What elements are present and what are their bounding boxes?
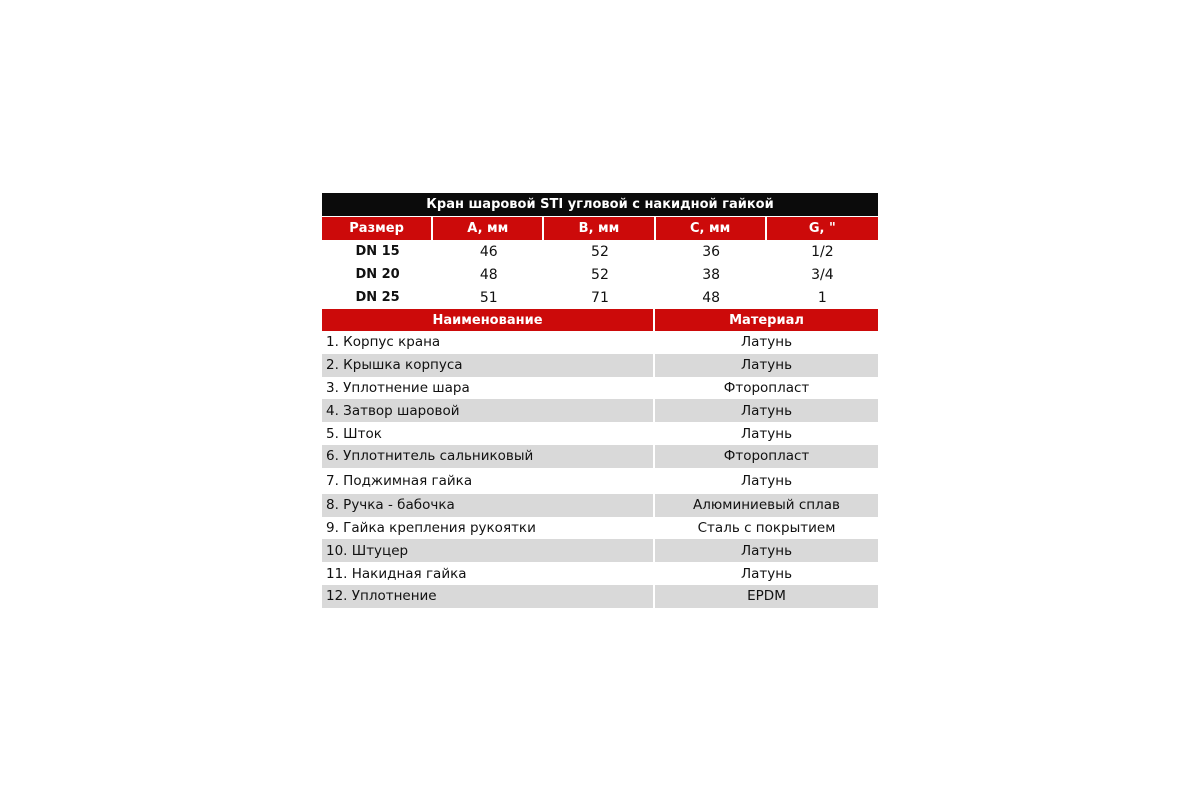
part-name: 8. Ручка - бабочка <box>322 494 655 517</box>
size-row <box>322 286 878 309</box>
g-cell: 1 <box>817 289 827 306</box>
size-row <box>322 263 878 286</box>
material-row <box>322 585 878 608</box>
g-cell: 3/4 <box>811 266 834 283</box>
materials-table-header <box>322 309 878 331</box>
c-cell: 48 <box>702 289 721 306</box>
a-cell: 51 <box>479 289 498 306</box>
header-name: Наименование <box>322 309 655 331</box>
material-row <box>322 445 878 468</box>
part-name: 6. Уплотнитель сальниковый <box>322 445 655 468</box>
material-row <box>322 539 878 562</box>
header-a: A, мм <box>433 217 544 240</box>
header-material: Материал <box>655 309 878 331</box>
header-size: Размер <box>322 217 433 240</box>
part-material: Фторопласт <box>723 379 810 396</box>
header-c: C, мм <box>656 217 767 240</box>
part-name: 7. Поджимная гайка <box>322 468 655 494</box>
b-cell: 52 <box>591 243 609 260</box>
part-name: 5. Шток <box>322 422 655 445</box>
material-row <box>322 377 878 400</box>
part-material: Латунь <box>740 565 793 582</box>
part-material: Латунь <box>655 399 878 422</box>
a-cell: 48 <box>479 266 498 283</box>
b-cell: 71 <box>591 289 609 306</box>
size-row <box>322 240 878 263</box>
material-row <box>322 517 878 540</box>
part-name: 4. Затвор шаровой <box>322 399 655 422</box>
part-name: 3. Уплотнение шара <box>322 377 655 400</box>
a-cell: 46 <box>479 243 498 260</box>
size-cell: DN 20 <box>355 267 400 282</box>
part-material: Латунь <box>655 354 878 377</box>
part-material: Латунь <box>740 334 793 351</box>
part-material: EPDM <box>655 585 878 608</box>
size-cell: DN 25 <box>355 290 400 305</box>
part-material: Латунь <box>740 472 793 489</box>
part-material: Латунь <box>740 425 793 442</box>
part-material: Алюминиевый сплав <box>655 494 878 517</box>
material-row <box>322 468 878 494</box>
c-cell: 38 <box>702 266 721 283</box>
part-name: 12. Уплотнение <box>322 585 655 608</box>
b-cell: 52 <box>591 266 609 283</box>
size-table-header <box>322 217 878 240</box>
g-cell: 1/2 <box>811 243 834 260</box>
material-row <box>322 422 878 445</box>
part-name: 2. Крышка корпуса <box>322 354 655 377</box>
material-row <box>322 494 878 517</box>
size-cell: DN 15 <box>355 244 400 259</box>
header-g: G, " <box>767 217 878 240</box>
spec-sheet <box>322 193 878 608</box>
material-row <box>322 354 878 377</box>
material-row <box>322 331 878 354</box>
material-row <box>322 399 878 422</box>
part-name: 1. Корпус крана <box>322 331 655 354</box>
c-cell: 36 <box>702 243 721 260</box>
part-name: 10. Штуцер <box>322 539 655 562</box>
part-name: 9. Гайка крепления рукоятки <box>322 517 655 540</box>
header-b: B, мм <box>544 217 655 240</box>
material-row <box>322 562 878 585</box>
table-title: Кран шаровой STI угловой с накидной гайкой <box>322 193 878 216</box>
part-material: Фторопласт <box>655 445 878 468</box>
part-material: Латунь <box>655 539 878 562</box>
part-name: 11. Накидная гайка <box>322 562 655 585</box>
part-material: Сталь с покрытием <box>697 519 836 536</box>
